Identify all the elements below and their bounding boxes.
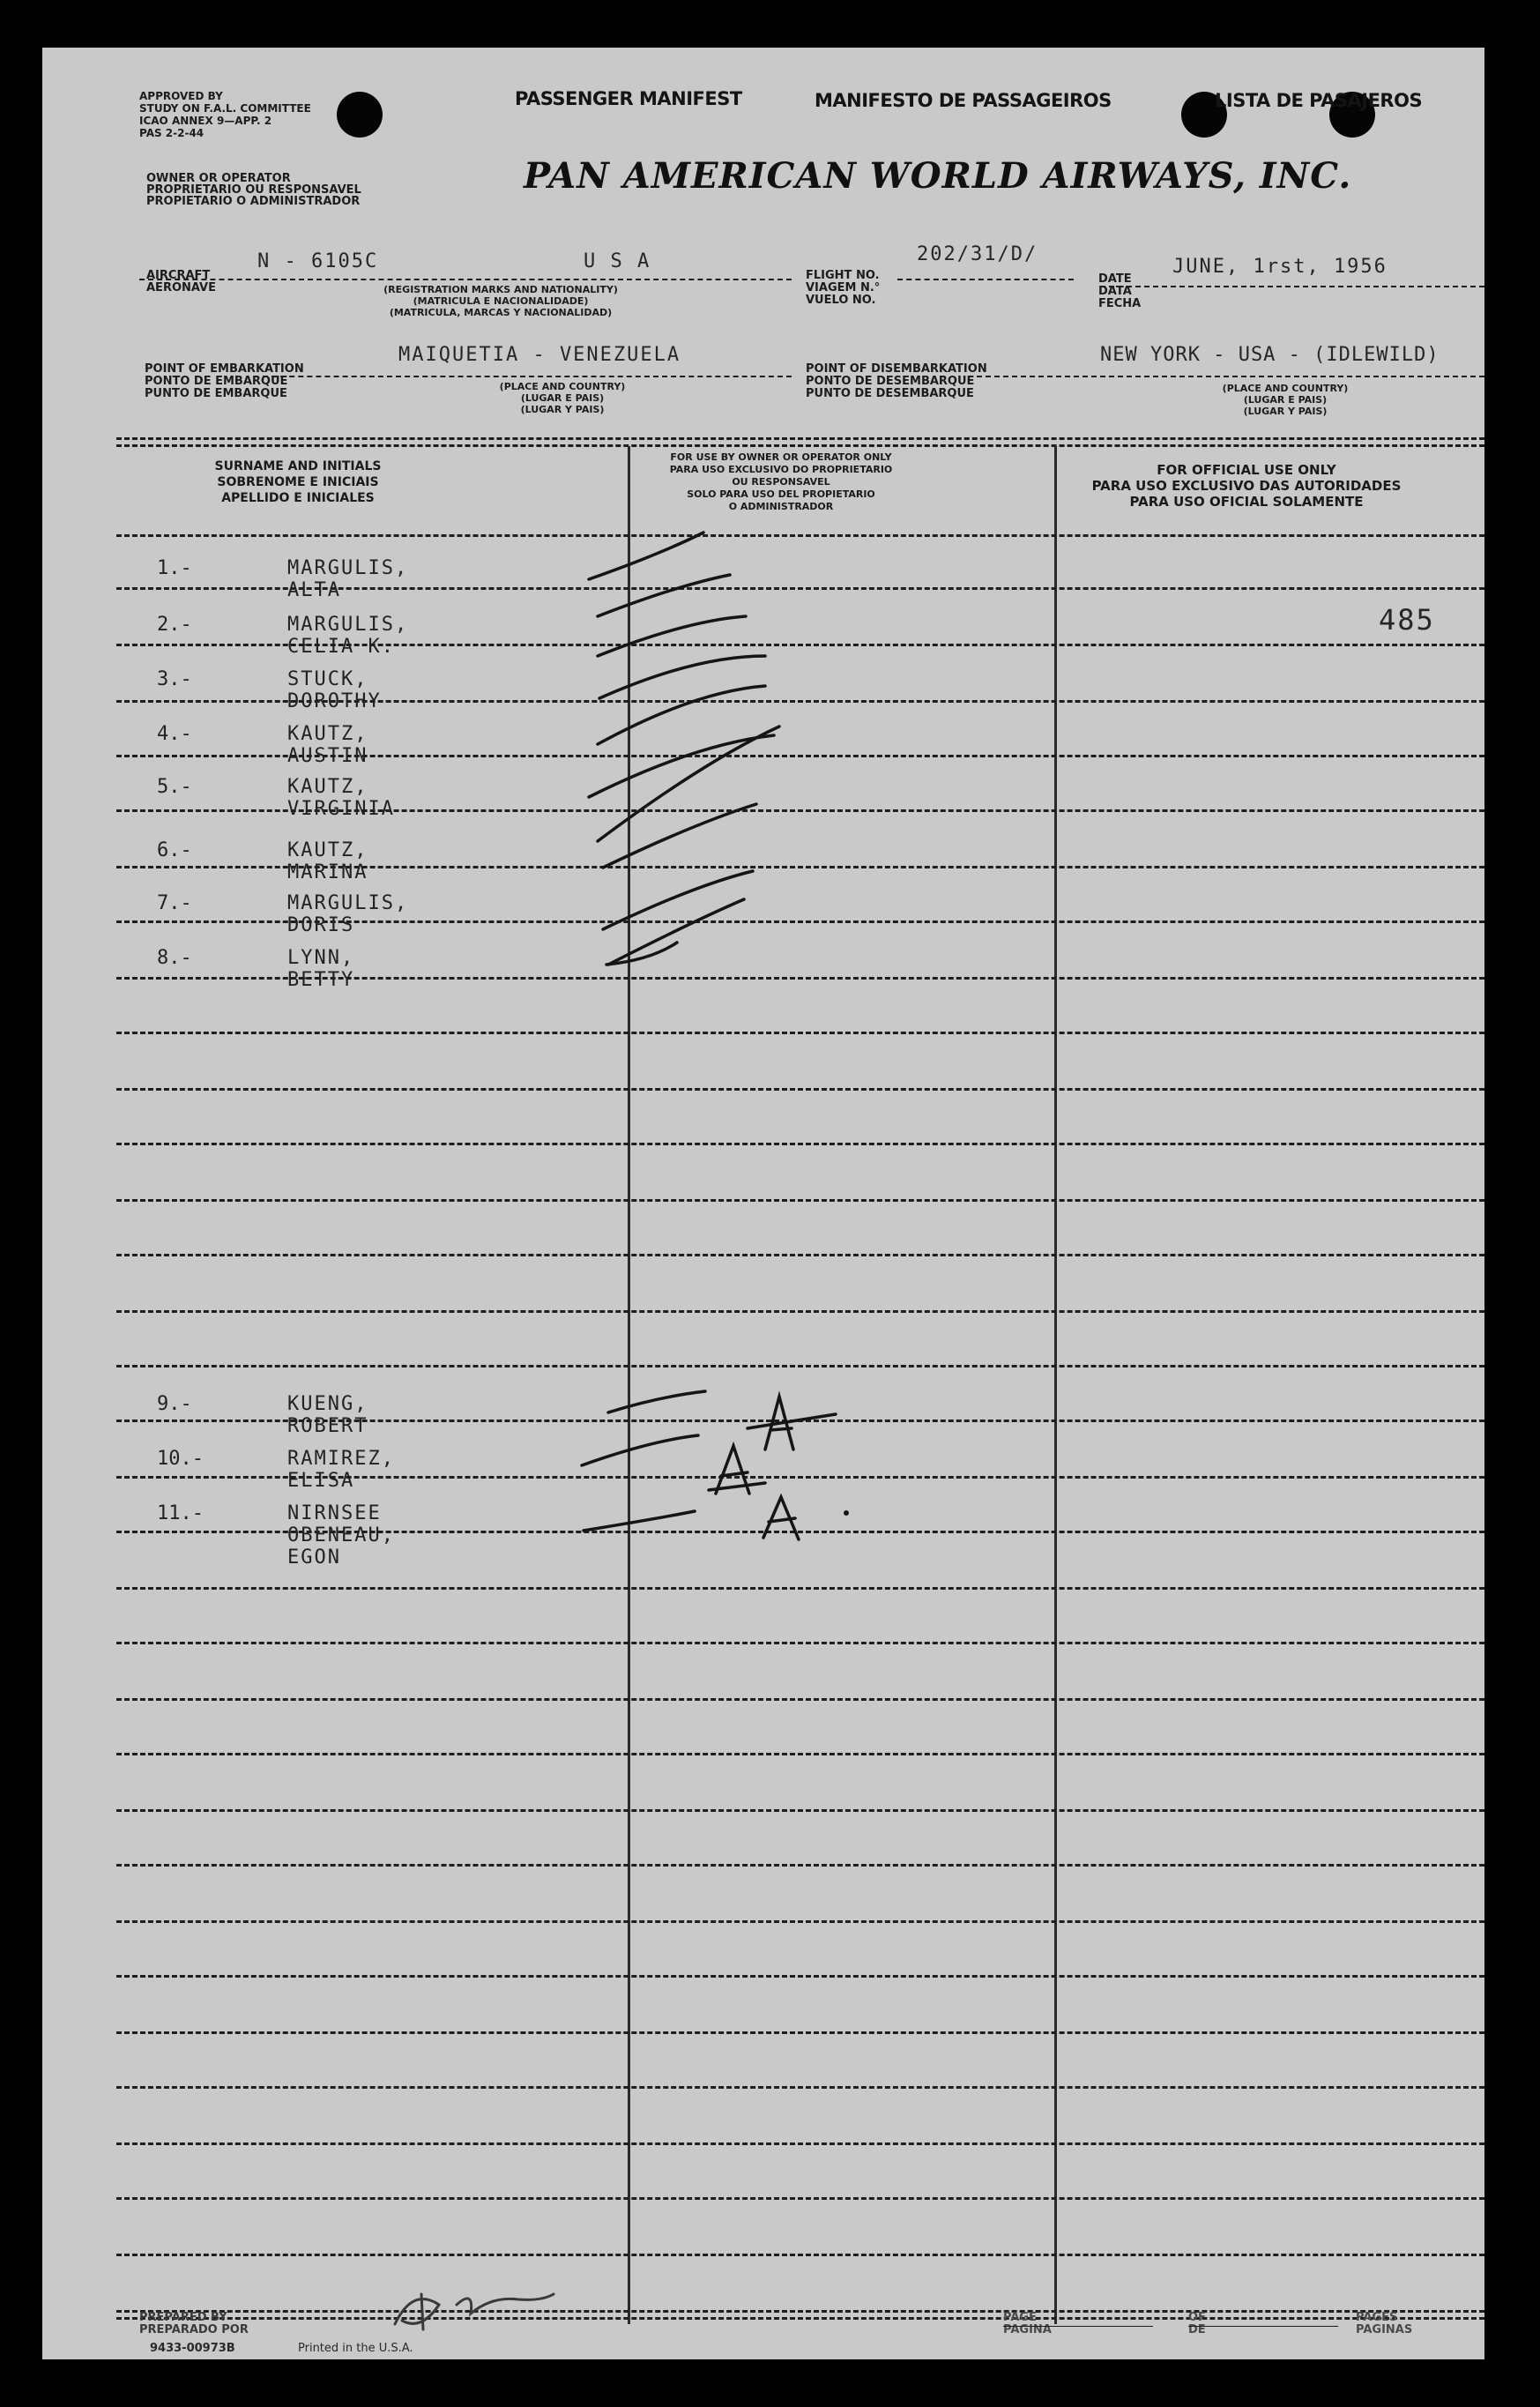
row-number: 6.- [157,839,192,861]
disembarkation-label: POINT OF DISEMBARKATION PONTO DE DESEMBARQUE PUNTO DE DESEMBARQUE [806,362,987,400]
printed-in: Printed in the U.S.A. [298,2342,413,2355]
aircraft-registration: N - 6105C [257,250,379,272]
aircraft-nationality: U S A [584,250,651,272]
passenger-name: KAUTZ, MARINA [287,839,368,883]
row-number: 4.- [157,723,192,745]
row-number: 8.- [157,947,192,969]
flight-date: JUNE, 1rst, 1956 [1172,256,1387,278]
approval-block: APPROVED BY STUDY ON F.A.L. COMMITTEE ICAO ANNEX 9—APP. 2 PAS 2-2-44 [139,90,311,139]
embarkation-caption: (PLACE AND COUNTRY) (LUGAR E PAIS) (LUGAR Y PAIS) [499,381,626,415]
registration-caption: (REGISTRATION MARKS AND NATIONALITY) (MATRICULA E NACIONALIDADE) (MATRICULA, MARCAS Y NACIONALIDAD) [383,284,618,318]
row-number: 3.- [157,668,192,690]
passenger-name: LYNN, BETTY [287,947,355,991]
title-portuguese: MANIFESTO DE PASSAGEIROS [815,90,1112,111]
of-underline [1188,2326,1338,2327]
pages-label: PAGES PAGINAS [1356,2311,1413,2336]
page-underline [1003,2326,1153,2327]
row-number: 10.- [157,1448,204,1470]
flight-number: 202/31/D/ [917,243,1038,265]
title-english: PASSENGER MANIFEST [515,88,742,109]
manifest-sheet [42,48,1484,2359]
page-label: PAGE PAGINA [1003,2311,1052,2336]
official-number: 485 [1379,603,1435,637]
passenger-name: MARGULIS, ALTA [287,557,409,601]
owner-label: OWNER OR OPERATOR PROPRIETARIO OU RESPONSAVEL PROPIETARIO O ADMINISTRADOR [146,172,361,208]
embarkation-point: MAIQUETIA - VENEZUELA [398,344,681,366]
airline-name: PAN AMERICAN WORLD AIRWAYS, INC. [524,155,1352,197]
aircraft-label: AIRCRAFT AERONAVE [146,269,217,294]
embarkation-label: POINT OF EMBARKATION PONTO DE EMBARQUE PUNTO DE EMBARQUE [145,362,304,400]
date-label: DATE DATA FECHA [1098,272,1142,310]
passenger-name: KUENG, ROBERT [287,1393,368,1437]
handwritten-check-marks [42,48,1484,2359]
row-number: 2.- [157,614,192,636]
flight-label: FLIGHT NO. VIAGEM N.° VUELO NO. [806,269,881,307]
of-label: OF DE [1188,2311,1206,2336]
row-number: 1.- [157,557,192,579]
row-number: 5.- [157,776,192,798]
row-number: 11.- [157,1502,204,1524]
passenger-name: RAMIREZ, ELISA [287,1448,395,1492]
passenger-name: NIRNSEE OBENEAU, EGON [287,1502,395,1569]
form-code: 9433-00973B [150,2342,235,2355]
passenger-name: MARGULIS, CELIA K. [287,614,409,658]
passenger-name: MARGULIS, DORIS [287,892,409,936]
passenger-name: KAUTZ, AUSTIN [287,723,368,767]
handwritten-initials [386,2278,571,2340]
title-spanish: LISTA DE PASAJEROS [1215,90,1423,111]
row-number: 9.- [157,1393,192,1415]
disembarkation-caption: (PLACE AND COUNTRY) (LUGAR E PAIS) (LUGAR Y PAIS) [1222,383,1349,417]
row-number: 7.- [157,892,192,914]
column-header-operator: FOR USE BY OWNER OR OPERATOR ONLY PARA USO EXCLUSIVO DO PROPRIETARIO OU RESPONSAVEL SOLO PARA USO DEL PROPIETARIO O ADMINISTRADOR [669,451,893,512]
passenger-name: STUCK, DOROTHY [287,668,382,712]
column-header-official: FOR OFFICIAL USE ONLY PARA USO EXCLUSIVO DAS AUTORIDADES PARA USO OFICIAL SOLAMENTE [1091,462,1402,510]
passenger-name: KAUTZ, VIRGINIA [287,776,395,820]
prepared-by-label: PREPARED BY PREPARADO POR [139,2311,249,2336]
disembarkation-point: NEW YORK - USA - (IDLEWILD) [1100,344,1440,366]
column-header-surname: SURNAME AND INITIALS SOBRENOME E INICIAIS APELLIDO E INICIALES [214,459,382,505]
